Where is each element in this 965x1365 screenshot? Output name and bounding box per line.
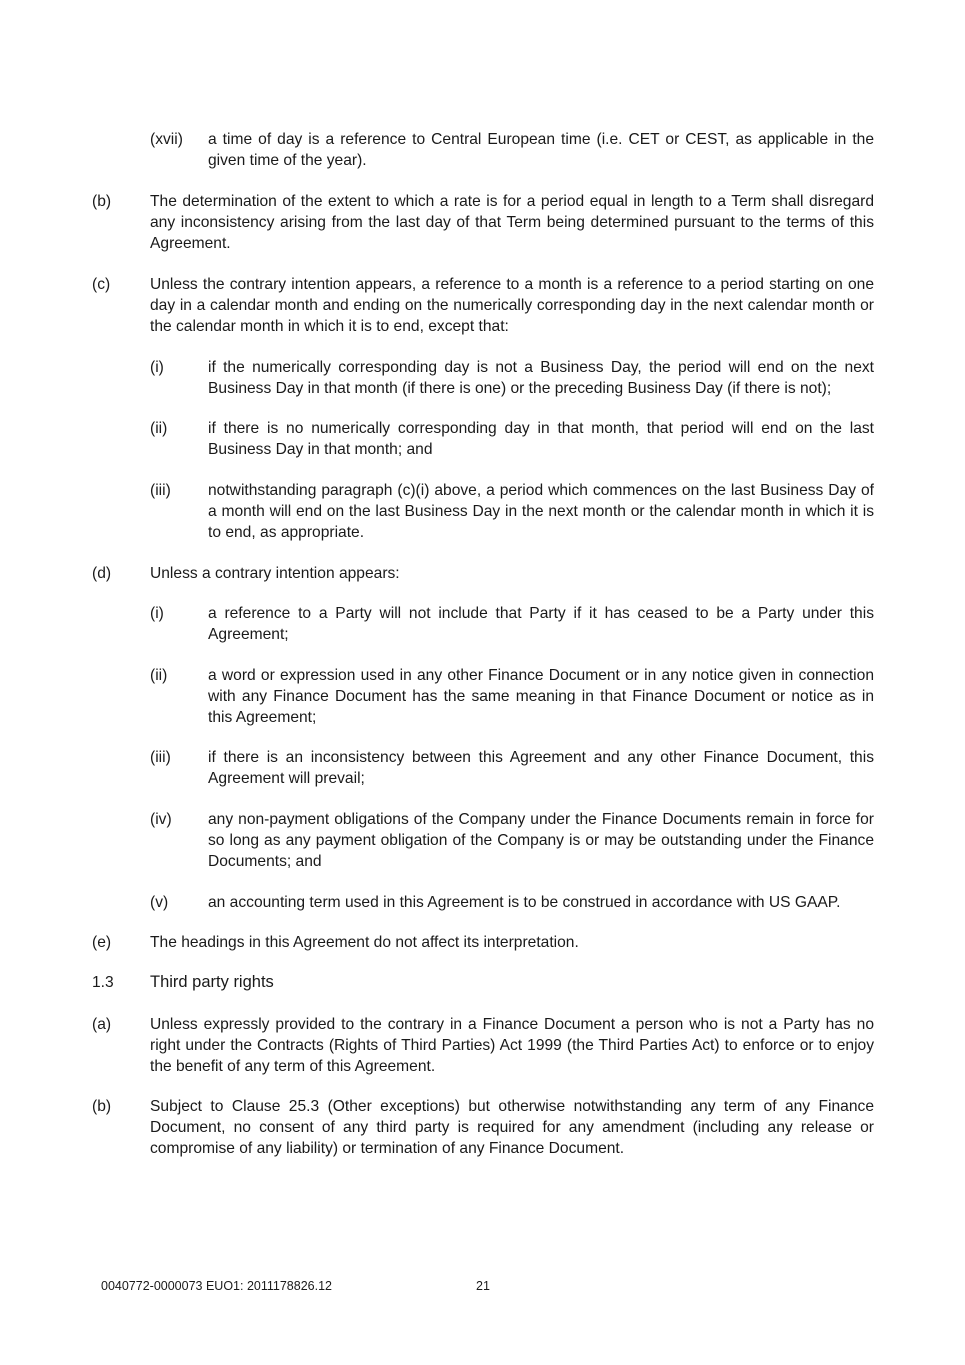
paragraph-label: (xvii) [150, 131, 183, 148]
paragraph-label: (c) [92, 276, 111, 293]
paragraph-xvii [150, 129, 874, 171]
paragraph-text: a word or expression used in any other Finance Document or in any notice given in connection with any Finance Document has the same meaning in that Finance Document or notice as in this Agreement; [208, 667, 874, 726]
paragraph-b [92, 191, 874, 254]
paragraph-label: (iii) [150, 482, 171, 499]
paragraph-label: (iii) [150, 749, 171, 766]
paragraph-label: (b) [92, 1098, 112, 1115]
section-number: 1.3 [92, 974, 114, 991]
paragraph-text: The determination of the extent to which a rate is for a period equal in length to a Term shall disregard any inconsistency arising from the last day of that Term being determined pursuant to the terms of this Agreement. [150, 193, 874, 252]
paragraph-label: (ii) [150, 667, 168, 684]
paragraph-d-i [150, 603, 874, 645]
paragraph-d [92, 563, 874, 584]
paragraph-label: (i) [150, 605, 164, 622]
page-number: 21 [476, 1279, 490, 1293]
paragraph-e [92, 932, 874, 953]
paragraph-d-iii [150, 747, 874, 789]
paragraph-text: a reference to a Party will not include that Party if it has ceased to be a Party under this Agreement; [208, 605, 874, 643]
paragraph-d-v [150, 892, 874, 913]
paragraph-d-ii [150, 665, 874, 728]
paragraph-b-2 [92, 1096, 874, 1159]
paragraph-text: a time of day is a reference to Central European time (i.e. CET or CEST, as applicable in the given time of the year). [208, 131, 874, 169]
paragraph-text: Unless expressly provided to the contrary in a Finance Document a person who is not a Party has no right under the Contracts (Rights of Third Parties) Act 1999 (the Third Parties Act) to enforce or to enjoy the benefit of any term of this Agreement. [150, 1016, 874, 1075]
paragraph-text: The headings in this Agreement do not affect its interpretation. [150, 934, 579, 951]
paragraph-text: if there is an inconsistency between this Agreement and any other Finance Document, this Agreement will prevail; [208, 749, 874, 787]
paragraph-label: (b) [92, 193, 112, 210]
paragraph-label: (i) [150, 359, 164, 376]
paragraph-label: (d) [92, 565, 112, 582]
paragraph-a [92, 1014, 874, 1077]
paragraph-c-iii [150, 480, 874, 543]
paragraph-text: Unless the contrary intention appears, a reference to a month is a reference to a period starting on one day in a calendar month and ending on the numerically corresponding day in the next calendar month or the calendar month in which it is to end, except that: [150, 276, 874, 335]
paragraph-text: Unless a contrary intention appears: [150, 565, 400, 582]
paragraph-text: if there is no numerically corresponding day in that month, that period will end on the last Business Day in that month; and [208, 420, 874, 458]
paragraph-text: notwithstanding paragraph (c)(i) above, a period which commences on the last Business Day of a month will end on the last Business Day in the next month or the calendar month in which it is to end, as appropriate. [208, 482, 874, 541]
section-title: Third party rights [150, 973, 274, 991]
section-heading [92, 972, 874, 993]
paragraph-c-ii [150, 418, 874, 460]
paragraph-label: (v) [150, 894, 169, 911]
paragraph-label: (iv) [150, 811, 172, 828]
paragraph-c-i [150, 357, 874, 399]
paragraph-label: (a) [92, 1016, 112, 1033]
paragraph-text: any non-payment obligations of the Company under the Finance Documents remain in force for so long as any payment obligation of the Company is or may be outstanding under the Finance Documents; and [208, 811, 874, 870]
paragraph-label: (e) [92, 934, 112, 951]
footer-reference: 0040772-0000073 EUO1: 2011178826.12 [101, 1279, 332, 1293]
paragraph-d-iv [150, 809, 874, 872]
paragraph-text: Subject to Clause 25.3 (Other exceptions) but otherwise notwithstanding any term of any Finance Document, no consent of any third party is required for any amendment (including any release or compromise of any liability) or termination of any Finance Document. [150, 1098, 874, 1157]
paragraph-text: an accounting term used in this Agreement is to be construed in accordance with US GAAP. [208, 894, 841, 911]
paragraph-label: (ii) [150, 420, 168, 437]
paragraph-c [92, 274, 874, 337]
paragraph-text: if the numerically corresponding day is not a Business Day, the period will end on the next Business Day in that month (if there is one) or the preceding Business Day (if there is not); [208, 359, 874, 397]
